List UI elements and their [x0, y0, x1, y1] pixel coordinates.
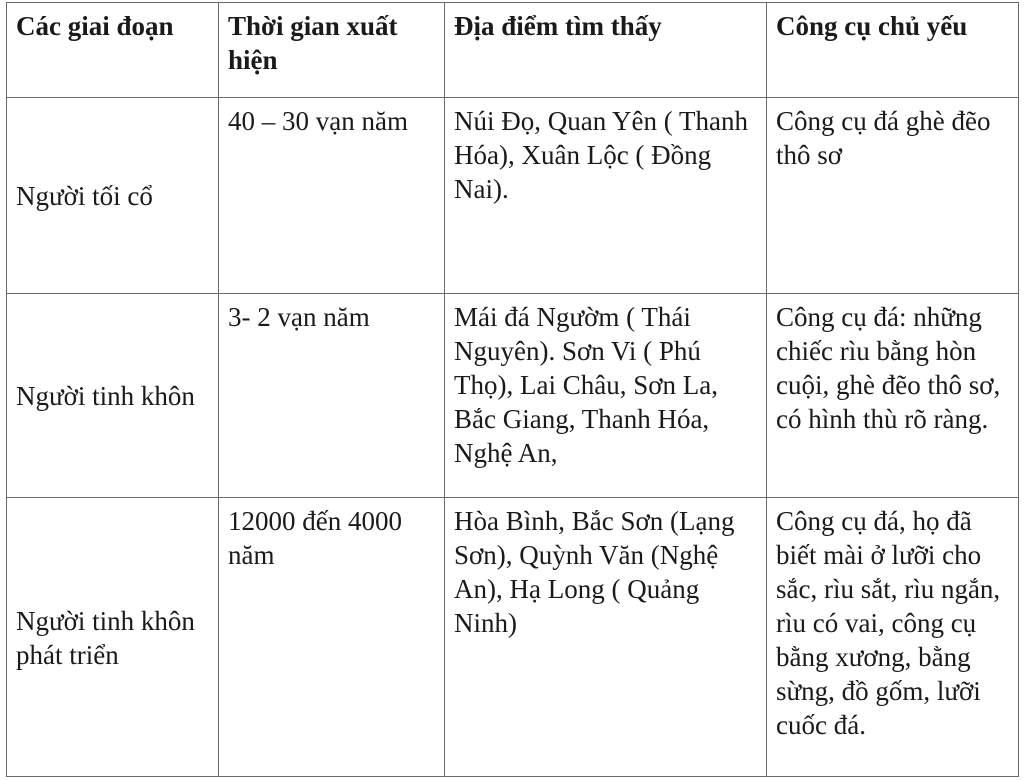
- cell-location: Hòa Bình, Bắc Sơn (Lạng Sơn), Quỳnh Văn (Nghệ An), Hạ Long ( Quảng Ninh): [445, 497, 767, 776]
- cell-stage: Người tinh khôn: [7, 293, 219, 497]
- cell-location: Mái đá Ngườm ( Thái Nguyên). Sơn Vi ( Phú Thọ), Lai Châu, Sơn La, Bắc Giang, Thanh Hóa, Nghệ An,: [445, 293, 767, 497]
- header-location: Địa điểm tìm thấy: [445, 3, 767, 98]
- history-table-container: [6, 2, 1018, 777]
- cell-stage: Người tối cổ: [7, 98, 219, 294]
- table-row: [7, 497, 1019, 776]
- cell-tools: Công cụ đá ghè đẽo thô sơ: [767, 98, 1019, 294]
- table-row: [7, 98, 1019, 294]
- prehistoric-stages-table: [6, 2, 1019, 777]
- cell-time: 12000 đến 4000 năm: [219, 497, 445, 776]
- header-tools: Công cụ chủ yếu: [767, 3, 1019, 98]
- header-time: Thời gian xuất hiện: [219, 3, 445, 98]
- header-stage: Các giai đoạn: [7, 3, 219, 98]
- cell-tools: Công cụ đá, họ đã biết mài ở lưỡi cho sắc, rìu sắt, rìu ngắn, rìu có vai, công cụ bằng xương, bằng sừng, đồ gốm, lưỡi cuốc đá.: [767, 497, 1019, 776]
- table-header-row: [7, 3, 1019, 98]
- cell-time: 3- 2 vạn năm: [219, 293, 445, 497]
- cell-location: Núi Đọ, Quan Yên ( Thanh Hóa), Xuân Lộc ( Đồng Nai).: [445, 98, 767, 294]
- cell-stage: Người tinh khôn phát triển: [7, 497, 219, 776]
- cell-tools: Công cụ đá: những chiếc rìu bằng hòn cuội, ghè đẽo thô sơ, có hình thù rõ ràng.: [767, 293, 1019, 497]
- table-row: [7, 293, 1019, 497]
- cell-time: 40 – 30 vạn năm: [219, 98, 445, 294]
